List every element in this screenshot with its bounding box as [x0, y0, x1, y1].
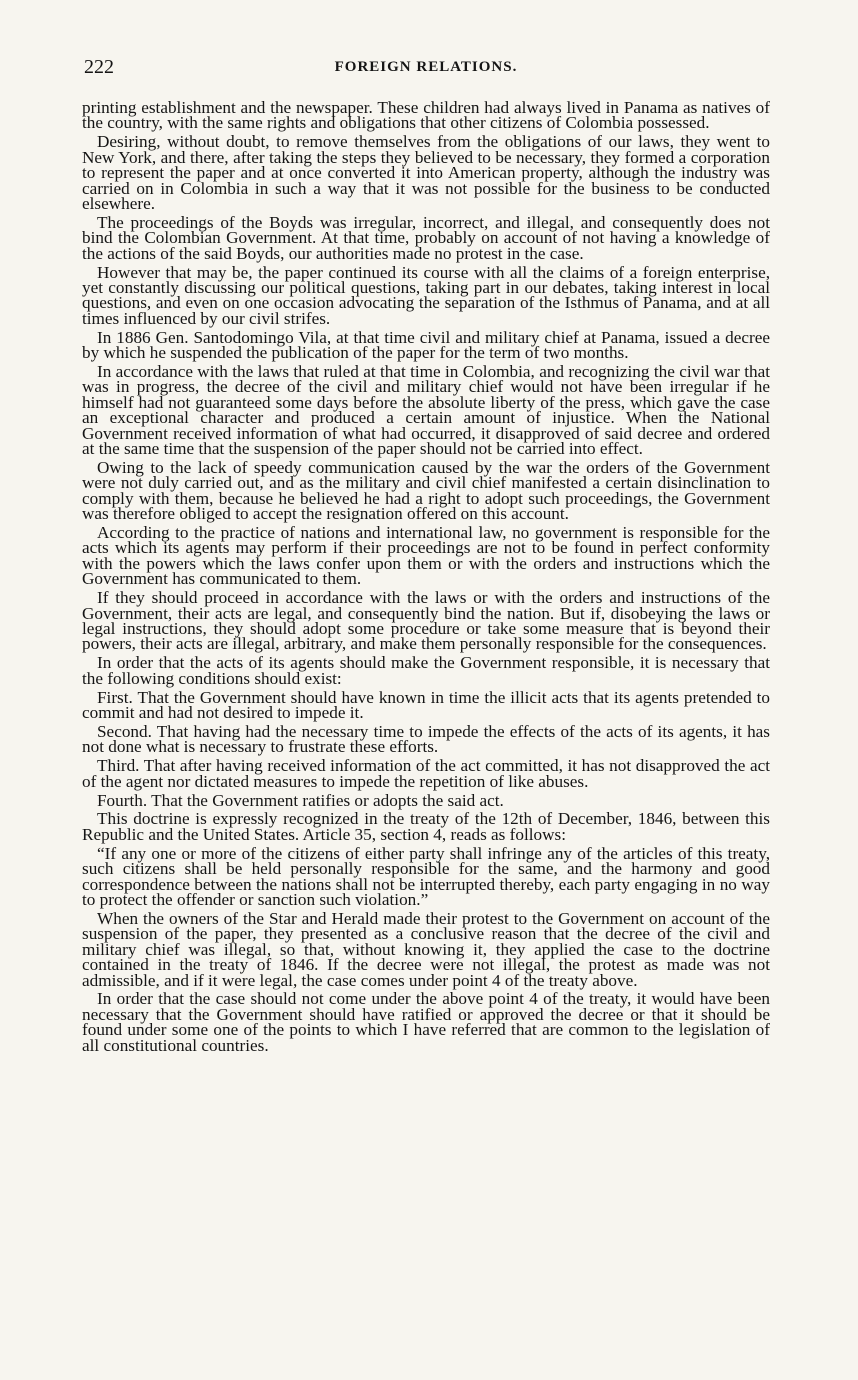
- paragraph-2: Desiring, without doubt, to remove themselves from the obligations of our laws, they went to New York, and there, after taking the steps they believed to be necessary, they formed a corporation to represent the paper and at once converted it into American property, although the industry was carried on in Colombia in such a way that it was not possible for the business to be conducted elsewhere.: [82, 132, 770, 213]
- paragraph-6: In accordance with the laws that ruled at that time in Colombia, and recognizing the civil war that was in progress, the decree of the civil and military chief would not have been irregular if he himself had not guaranteed some days before the absolute liberty of the press, which gave the case an exceptional character and produced a certain amount of injustice. When the National Government received information of what had occurred, it disapproved of said decree and ordered at the same time that the suspension of the paper should not be carried into effect.: [82, 362, 770, 459]
- paragraph-7: Owing to the lack of speedy communication caused by the war the orders of the Government were not duly carried out, and as the military and civil chief manifested a certain disinclination to comply with them, because he believed he had a right to adopt such proceedings, the Government was therefore obliged to accept the resignation offered on this account.: [82, 457, 770, 524]
- paragraph-9: If they should proceed in accordance with the laws or with the orders and instructions of the Government, their acts are legal, and consequently bind the nation. But if, disobeying the laws or legal instructions, they should adopt some procedure or take some measure that is beyond their powers, their acts are illegal, arbitrary, and make them personally responsible for the consequences.: [82, 588, 770, 654]
- paragraph-15: This doctrine is expressly recognized in the treaty of the 12th of December, 1846, between this Republic and the United States. Article 35, section 4, reads as follows:: [82, 809, 770, 844]
- paragraph-13: Third. That after having received information of the act committed, it has not disapproved the act of the agent nor dictated measures to impede the repetition of like abuses.: [82, 756, 770, 791]
- paragraph-4: However that may be, the paper continued its course with all the claims of a foreign enterprise, yet constantly discussing our political questions, taking part in our debates, taking interest in local questions, and even on one occasion advocating the separation of the Isthmus of Panama, and at all times influenced by our civil strifes.: [82, 262, 770, 328]
- page-number: 222: [84, 56, 114, 78]
- paragraph-5: In 1886 Gen. Santodomingo Vila, at that time civil and military chief at Panama, issued a decree by which he suspended the publication of the paper for the term of two months.: [82, 327, 770, 363]
- paragraph-11: First. That the Government should have known in time the illicit acts that its agents pretended to commit and had not desired to impede it.: [82, 687, 770, 723]
- paragraph-10: In order that the acts of its agents should make the Government responsible, it is necessary that the following conditions should exist:: [82, 653, 770, 688]
- treaty-quote: “If any one or more of the citizens of either party shall infringe any of the articles of this treaty, such citizens shall be held personally responsible for the same, and the harmony and good correspondence between the nations shall not be interrupted thereby, each party engaging in no way to protect the offender or sanction such violation.”: [82, 843, 770, 909]
- running-head: FOREIGN RELATIONS.: [334, 59, 518, 75]
- paragraph-3: The proceedings of the Boyds was irregular, incorrect, and illegal, and consequently does not bind the Colombian Government. At that time, probably on account of not having a knowledge of the actions of the said Boyds, our authorities made no protest in the case.: [82, 212, 770, 263]
- body-text: [82, 100, 770, 1057]
- paragraph-18: In order that the case should not come under the above point 4 of the treaty, it would have been necessary that the Government should have ratified or approved the decree or that it should be found under some one of the points to which I have referred that are common to the legislation of all constitutional countries.: [82, 989, 770, 1055]
- page-header: [84, 56, 768, 86]
- paragraph-12: Second. That having had the necessary time to impede the effects of the acts of its agents, it has not done what is necessary to frustrate these efforts.: [82, 721, 770, 757]
- paragraph-1: printing establishment and the newspaper. These children had always lived in Panama as natives of the country, with the same rights and obligations that other citizens of Colombia possessed.: [82, 98, 770, 133]
- paragraph-14: Fourth. That the Government ratifies or adopts the said act.: [97, 790, 504, 810]
- paragraph-8: According to the practice of nations and international law, no government is responsible for the acts which its agents may perform if their proceedings are not to be found in perfect conformity with the powers which the laws confer upon them or with the orders and instructions which the Government has communicated to them.: [82, 523, 770, 589]
- paragraph-17: When the owners of the Star and Herald made their protest to the Government on account of the suspension of the paper, they presented as a conclusive reason that the decree of the civil and military chief was illegal, so that, without knowing it, they applied the case to the doctrine contained in the treaty of 1846. If the decree were not illegal, the protest as made was not admissible, and if it were legal, the case comes under point 4 of the treaty above.: [82, 908, 770, 990]
